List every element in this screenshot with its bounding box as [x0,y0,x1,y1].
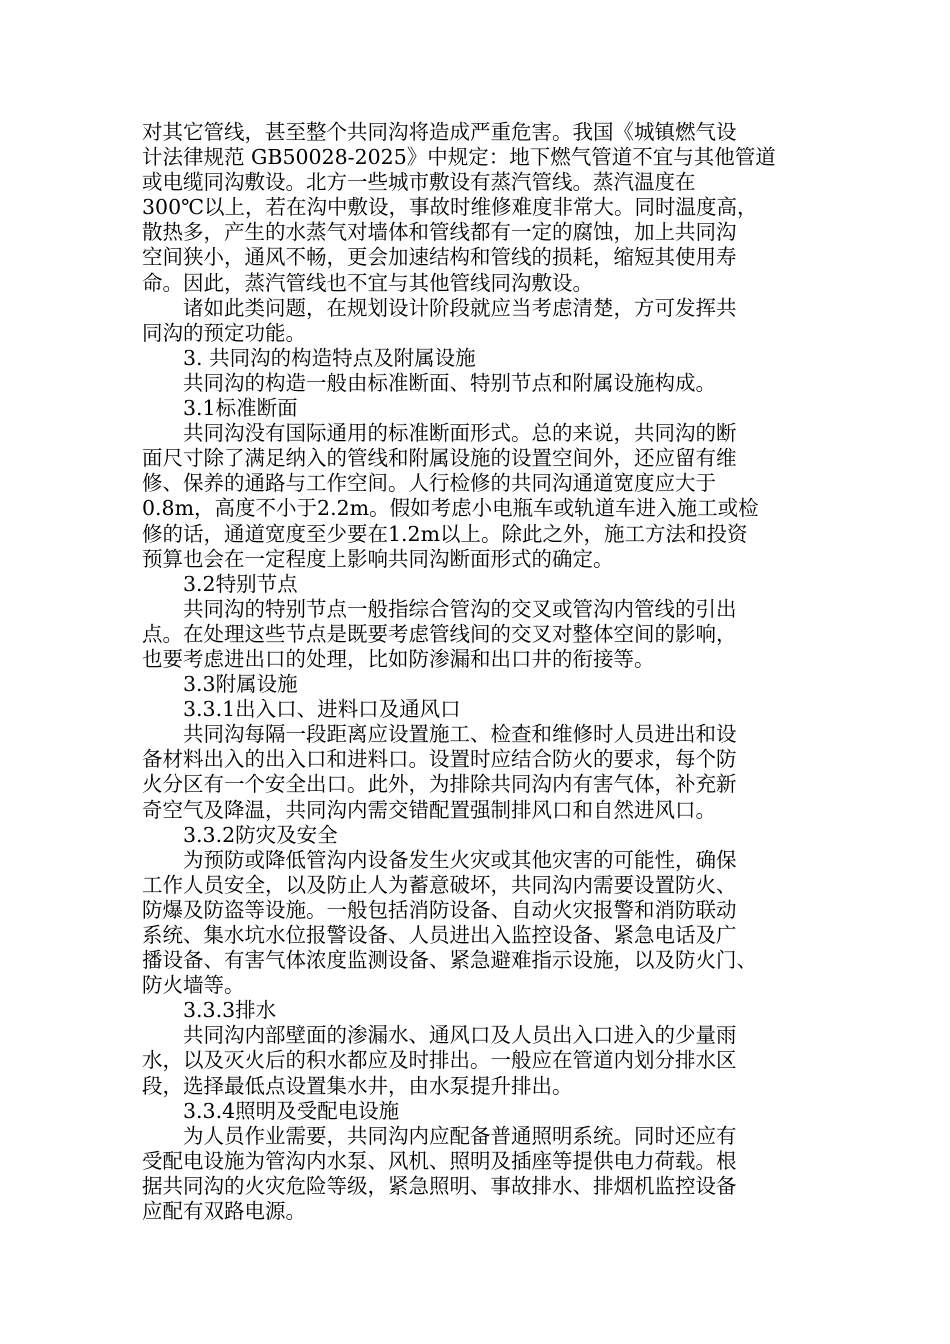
text-line: 计法律规范 GB50028-2025》中规定：地下燃气管道不宜与其他管道 [142,145,776,170]
text-line: 空间狭小，通风不畅，更会加速结构和管线的损耗，缩短其使用寿 [142,245,737,270]
text-line: 或电缆同沟敷设。北方一些城市敷设有蒸汽管线。蒸汽温度在 [142,170,696,195]
text-line: 为预防或降低管沟内设备发生火灾或其他灾害的可能性，确保 [183,847,737,872]
text-line: 火分区有一个安全出口。此外，为排除共同沟内有害气体，补充新 [142,772,737,797]
text-line: 诸如此类问题，在规划设计阶段就应当考虑清楚，方可发挥共 [183,295,737,320]
text-line: 据共同沟的火灾危险等级，紧急照明、事故排水、排烟机监控设备 [142,1173,737,1198]
text-line: 3. 共同沟的构造特点及附属设施 [183,345,476,370]
text-line: 工作人员安全，以及防止人为蓄意破坏，共同沟内需要设置防火、 [142,872,737,897]
text-line: 对其它管线，甚至整个共同沟将造成严重危害。我国《城镇燃气设 [142,120,737,144]
text-line: 播设备、有害气体浓度监测设备、紧急避难指示设施，以及防火门、 [142,948,757,973]
text-line: 预算也会在一定程度上影响共同沟断面形式的确定。 [142,546,614,571]
text-line: 修、保养的通路与工作空间。人行检修的共同沟通道宽度应大于 [142,471,716,496]
text-line: 3.3.1出入口、进料口及通风口 [183,697,461,722]
text-line: 共同沟的特别节点一般指综合管沟的交叉或管沟内管线的引出 [183,596,737,621]
text-line: 修的话，通道宽度至少要在1.2m以上。除此之外，施工方法和投资 [142,521,748,546]
text-line: 3.3.2防灾及安全 [183,822,338,847]
text-line: 也要考虑进出口的处理，比如防渗漏和出口井的衔接等。 [142,646,655,671]
text-line: 防爆及防盗等设施。一般包括消防设备、自动火灾报警和消防联动 [142,897,737,922]
text-line: 备材料出入的出入口和进料口。设置时应结合防火的要求，每个防 [142,747,737,772]
text-line: 共同沟内部壁面的渗漏水、通风口及人员出入口进入的少量雨 [183,1023,737,1048]
text-line: 为人员作业需要，共同沟内应配备普通照明系统。同时还应有 [183,1123,737,1148]
text-line: 受配电设施为管沟内水泵、风机、照明及插座等提供电力荷载。根 [142,1148,737,1173]
text-line: 同沟的预定功能。 [142,320,306,345]
document-body [142,120,814,1224]
text-line: 防火墙等。 [142,973,245,998]
text-line: 共同沟每隔一段距离应设置施工、检查和维修时人员进出和设 [183,722,737,747]
text-line: 段，选择最低点设置集水井，由水泵提升排出。 [142,1073,573,1098]
text-line: 3.3.3排水 [183,998,277,1023]
text-line: 系统、集水坑水位报警设备、人员进出入监控设备、紧急电话及广 [142,923,737,947]
text-line: 3.1标准断面 [183,396,298,421]
text-line: 奇空气及降温，共同沟内需交错配置强制排风口和自然进风口。 [142,797,716,822]
text-line: 点。在处理这些节点是既要考虑管线间的交叉对整体空间的影响， [142,621,737,646]
text-line: 300℃以上，若在沟中敷设，事故时维修难度非常大。同时温度高， [142,195,758,220]
text-line: 共同沟没有国际通用的标准断面形式。总的来说，共同沟的断 [183,421,737,446]
text-line: 散热多，产生的水蒸气对墙体和管线都有一定的腐蚀，加上共同沟 [142,220,737,245]
text-line: 应配有双路电源。 [142,1199,306,1224]
text-line: 命。因此，蒸汽管线也不宜与其他管线同沟敷设。 [142,270,593,295]
text-line: 3.3附属设施 [183,672,298,697]
text-line: 水，以及灭火后的积水都应及时排出。一般应在管道内划分排水区 [142,1048,737,1073]
text-line: 3.3.4照明及受配电设施 [183,1098,400,1123]
text-line: 0.8m，高度不小于2.2m。假如考虑小电瓶车或轨道车进入施工或检 [142,496,759,521]
text-line: 3.2特别节点 [183,571,298,596]
text-line: 面尺寸除了满足纳入的管线和附属设施的设置空间外，还应留有维 [142,446,737,471]
text-line: 共同沟的构造一般由标准断面、特别节点和附属设施构成。 [183,370,716,395]
